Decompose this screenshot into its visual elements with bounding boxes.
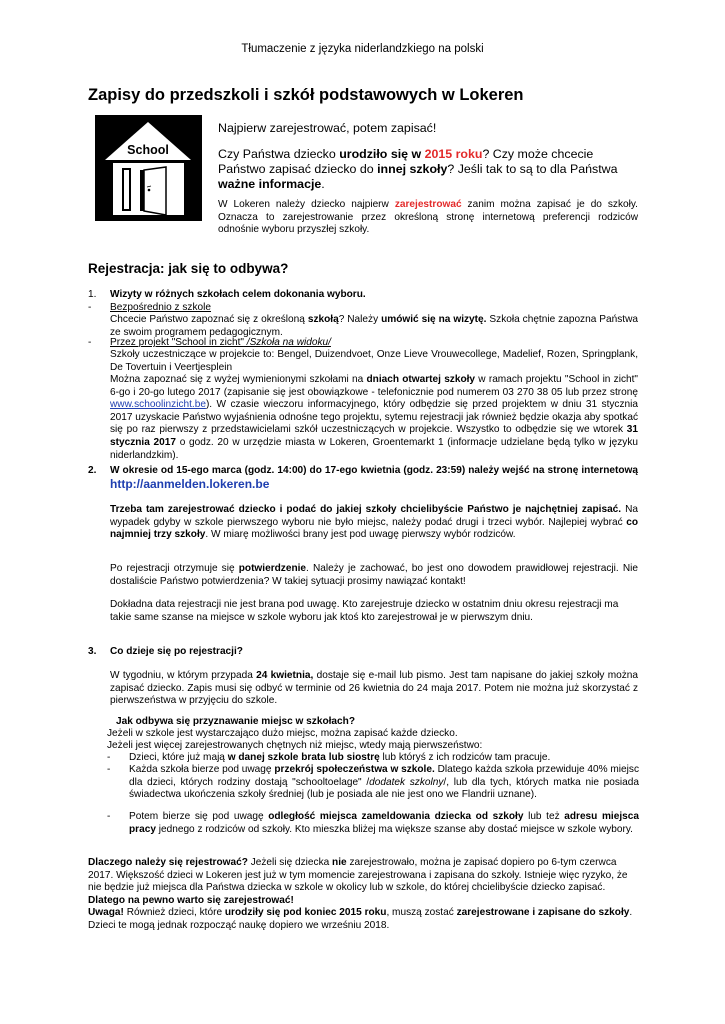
s1b-title: Przez projekt "School in zicht" /Szkoła na widoku/	[110, 337, 331, 348]
school-house-icon	[95, 115, 202, 221]
item-number-1: 1.	[88, 289, 97, 300]
school-logo	[95, 115, 202, 221]
s3-line-2: Jeżeli jest więcej zarejestrowanych chętnych niż miejsc, wtedy mają pierwszeństwo:	[107, 740, 483, 751]
s1a-title: Bezpośrednio z szkole	[110, 302, 211, 313]
s3-heading: Co dzieje się po rejestracji?	[110, 646, 243, 657]
item-number-2: 2.	[88, 465, 97, 476]
schoolinzicht-link[interactable]: www.schoolinzicht.be	[110, 399, 206, 411]
s1-heading: Wizyty w różnych szkołach celem dokonania wyboru.	[110, 289, 366, 300]
intro-paragraph: W Lokeren należy dziecko najpierw zarejestrować zanim można zapisać je do szkoły. Oznacza to zarejestrowanie przez określoną stronę internetową preferencji rodziców odnośnie wyboru przyszłej szkoły.	[218, 199, 638, 236]
s2-paragraph-1: Trzeba tam zarejestrować dziecko i podać do jakiej szkoły chcielibyście Państwo je najchętniej zapisać. Na wypadek gdyby w szkole pierwszego wyboru nie było miejsc, należy podać drugi i trzeci wybór. Najlepiej wybrać co najmniej trzy szkoły. W miarę możliwości brany jest pod uwagę pierwszy wybór rodziców.	[110, 504, 638, 541]
aanmelden-link[interactable]: http://aanmelden.lokeren.be	[110, 476, 270, 491]
closing-paragraph: Dlaczego należy się rejestrować? Jeżeli się dziecka nie zarejestrowało, można je zapisać dopiero po 6-tym czerwca 2017. Większość dzieci w Lokeren jest już w tym momencie zarejestrowana i zapisana do szkoły. Istnieje więc ryzyko, że nie będzie już miejsca dla Państwa dziecka w szkole w okolicy lub w szkole, do której chcielibyście dziecko zapisać. Dlatego na pewno warto się zarejestrować! Uwaga! Również dzieci, które urodziły się pod koniec 2015 roku, muszą zostać zarejestrowane i zapisane do szkoły. Dzieci te mogą jednak rozpocząć naukę dopiero we wrześniu 2018.	[88, 857, 633, 931]
priority-distance: Potem bierze się pod uwagę odległość miejsca zameldowania dziecka od szkoły lub też adresu miejsca pracy jednego z rodziców od szkoły. Kto mieszka bliżej ma większe szanse aby dostać miejsce w szkole wybory.	[129, 811, 639, 835]
bullet-dash: -	[88, 302, 92, 313]
s2-heading: W okresie od 15-ego marca (godz. 14:00) do 17-ego kwietnia (godz. 23:59) należy wejść na stronę internetową http://aanmelden.lokeren.be	[110, 465, 638, 491]
item-number-3: 3.	[88, 646, 97, 657]
section-title: Rejestracja: jak się to odbywa?	[88, 261, 289, 276]
s1b-text: Można zapoznać się z wyżej wymienionymi szkołami na dniach otwartej szkoły w ramach projektu "School in zicht" 6-go i 20-go lutego 2017 (zapisanie się jest obowiązkowe - telefonicznie pod numerem 03 270 38 05 lub przez stronę www.schoolinzicht.be). W czasie wieczoru informacyjnego, który odbędzie się przed projektem w dniu 31 stycznia 2017 uzyskacie Państwo wyjaśnienia odnośne tego projektu, sytemu rejestracji jak również będzie okazja aby spotkać się po raz pierwszy z przedstawicielami szkół uczestniczących w projekcie. Wszystko to odbędzie się we wtorek 31 stycznia 2017 o godz. 20 w urzędzie miasta w Lokeren, Groentemarkt 1 (informacje udzielane będą tylko w języku niderlandzkim).	[110, 374, 639, 461]
page-title: Zapisy do przedszkoli i szkół podstawowych w Lokeren	[88, 86, 524, 104]
s2-paragraph-2: Po rejestracji otrzymuje się potwierdzenie. Należy je zachować, bo jest ono dowodem prawidłowej rejestracji. Nie dostaliście Państwo potwierdzenia? W takiej sytuacji prosimy nawiązać kontakt!	[110, 563, 638, 587]
priority-sibling: Dzieci, które już mają w danej szkole brata lub siostrę lub któryś z ich rodziców tam pracuje.	[129, 752, 551, 763]
page-header: Tłumaczenie z języka niderlandzkiego na polski	[241, 43, 484, 55]
s3-subheading: Jak odbywa się przyznawanie miejsc w szkołach?	[116, 716, 355, 727]
bullet-dash: -	[88, 337, 92, 348]
s3-line-1: Jeżeli w szkole jest wystarczająco dużo miejsc, można zapisać każde dziecko.	[107, 728, 458, 739]
bullet-dash: -	[107, 764, 111, 775]
priority-social: Każda szkoła bierze pod uwagę przekrój społeczeństwa w szkole. Dlatego każda szkoła przewiduje 40% miejsc dla dzieci, których rodziny dostają "schooltoelage" /dodatek szkolny/, lub dla tych, których matka nie posiada świadectwa ukończenia szkoły średniej (lub je posiada ale nie jest ono we Flandrii uznane).	[129, 764, 639, 801]
s2-paragraph-3: Dokładna data rejestracji nie jest brana pod uwagę. Kto zarejestruje dziecko w ostatnim dniu okresu rejestracji ma takie same szanse na miejsce w szkole wyboru jak ktoś kto zarejestrował je w pierwszym dniu.	[110, 599, 619, 623]
intro-line1: Najpierw zarejestrować, potem zapisać!	[218, 121, 437, 135]
logo-text: School	[127, 143, 169, 157]
intro-question: Czy Państwa dziecko urodziło się w 2015 roku? Czy może chcecie Państwo zapisać dziecko do innej szkoły? Jeśli tak to są to dla Państwa ważne informacje.	[218, 147, 618, 191]
s1a-text: Chcecie Państwo zapoznać się z określoną szkołą? Należy umówić się na wizytę. Szkoła chętnie zapozna Państwa ze swoim programem pedagogicznym.	[110, 314, 638, 338]
bullet-dash: -	[107, 752, 111, 763]
bullet-dash: -	[107, 811, 111, 822]
s1b-schools: Szkoły uczestniczące w projekcie to: Bengel, Duizendvoet, Onze Lieve Vrouwecollege, Madelief, Rozen, Springplank, De Tovertuin i Veertjesplein	[110, 349, 638, 373]
s3-paragraph-1: W tygodniu, w którym przypada 24 kwietnia, dostaje się e-mail lub pismo. Jest tam napisane do jakiej szkoły można zapisać dziecko. Zapis musi się odbyć w terminie od 26 kwietnia do 24 maja 2017. Potem nie można już skorzystać z pierwszeństwa w przyjęciu do szkole.	[110, 670, 638, 707]
